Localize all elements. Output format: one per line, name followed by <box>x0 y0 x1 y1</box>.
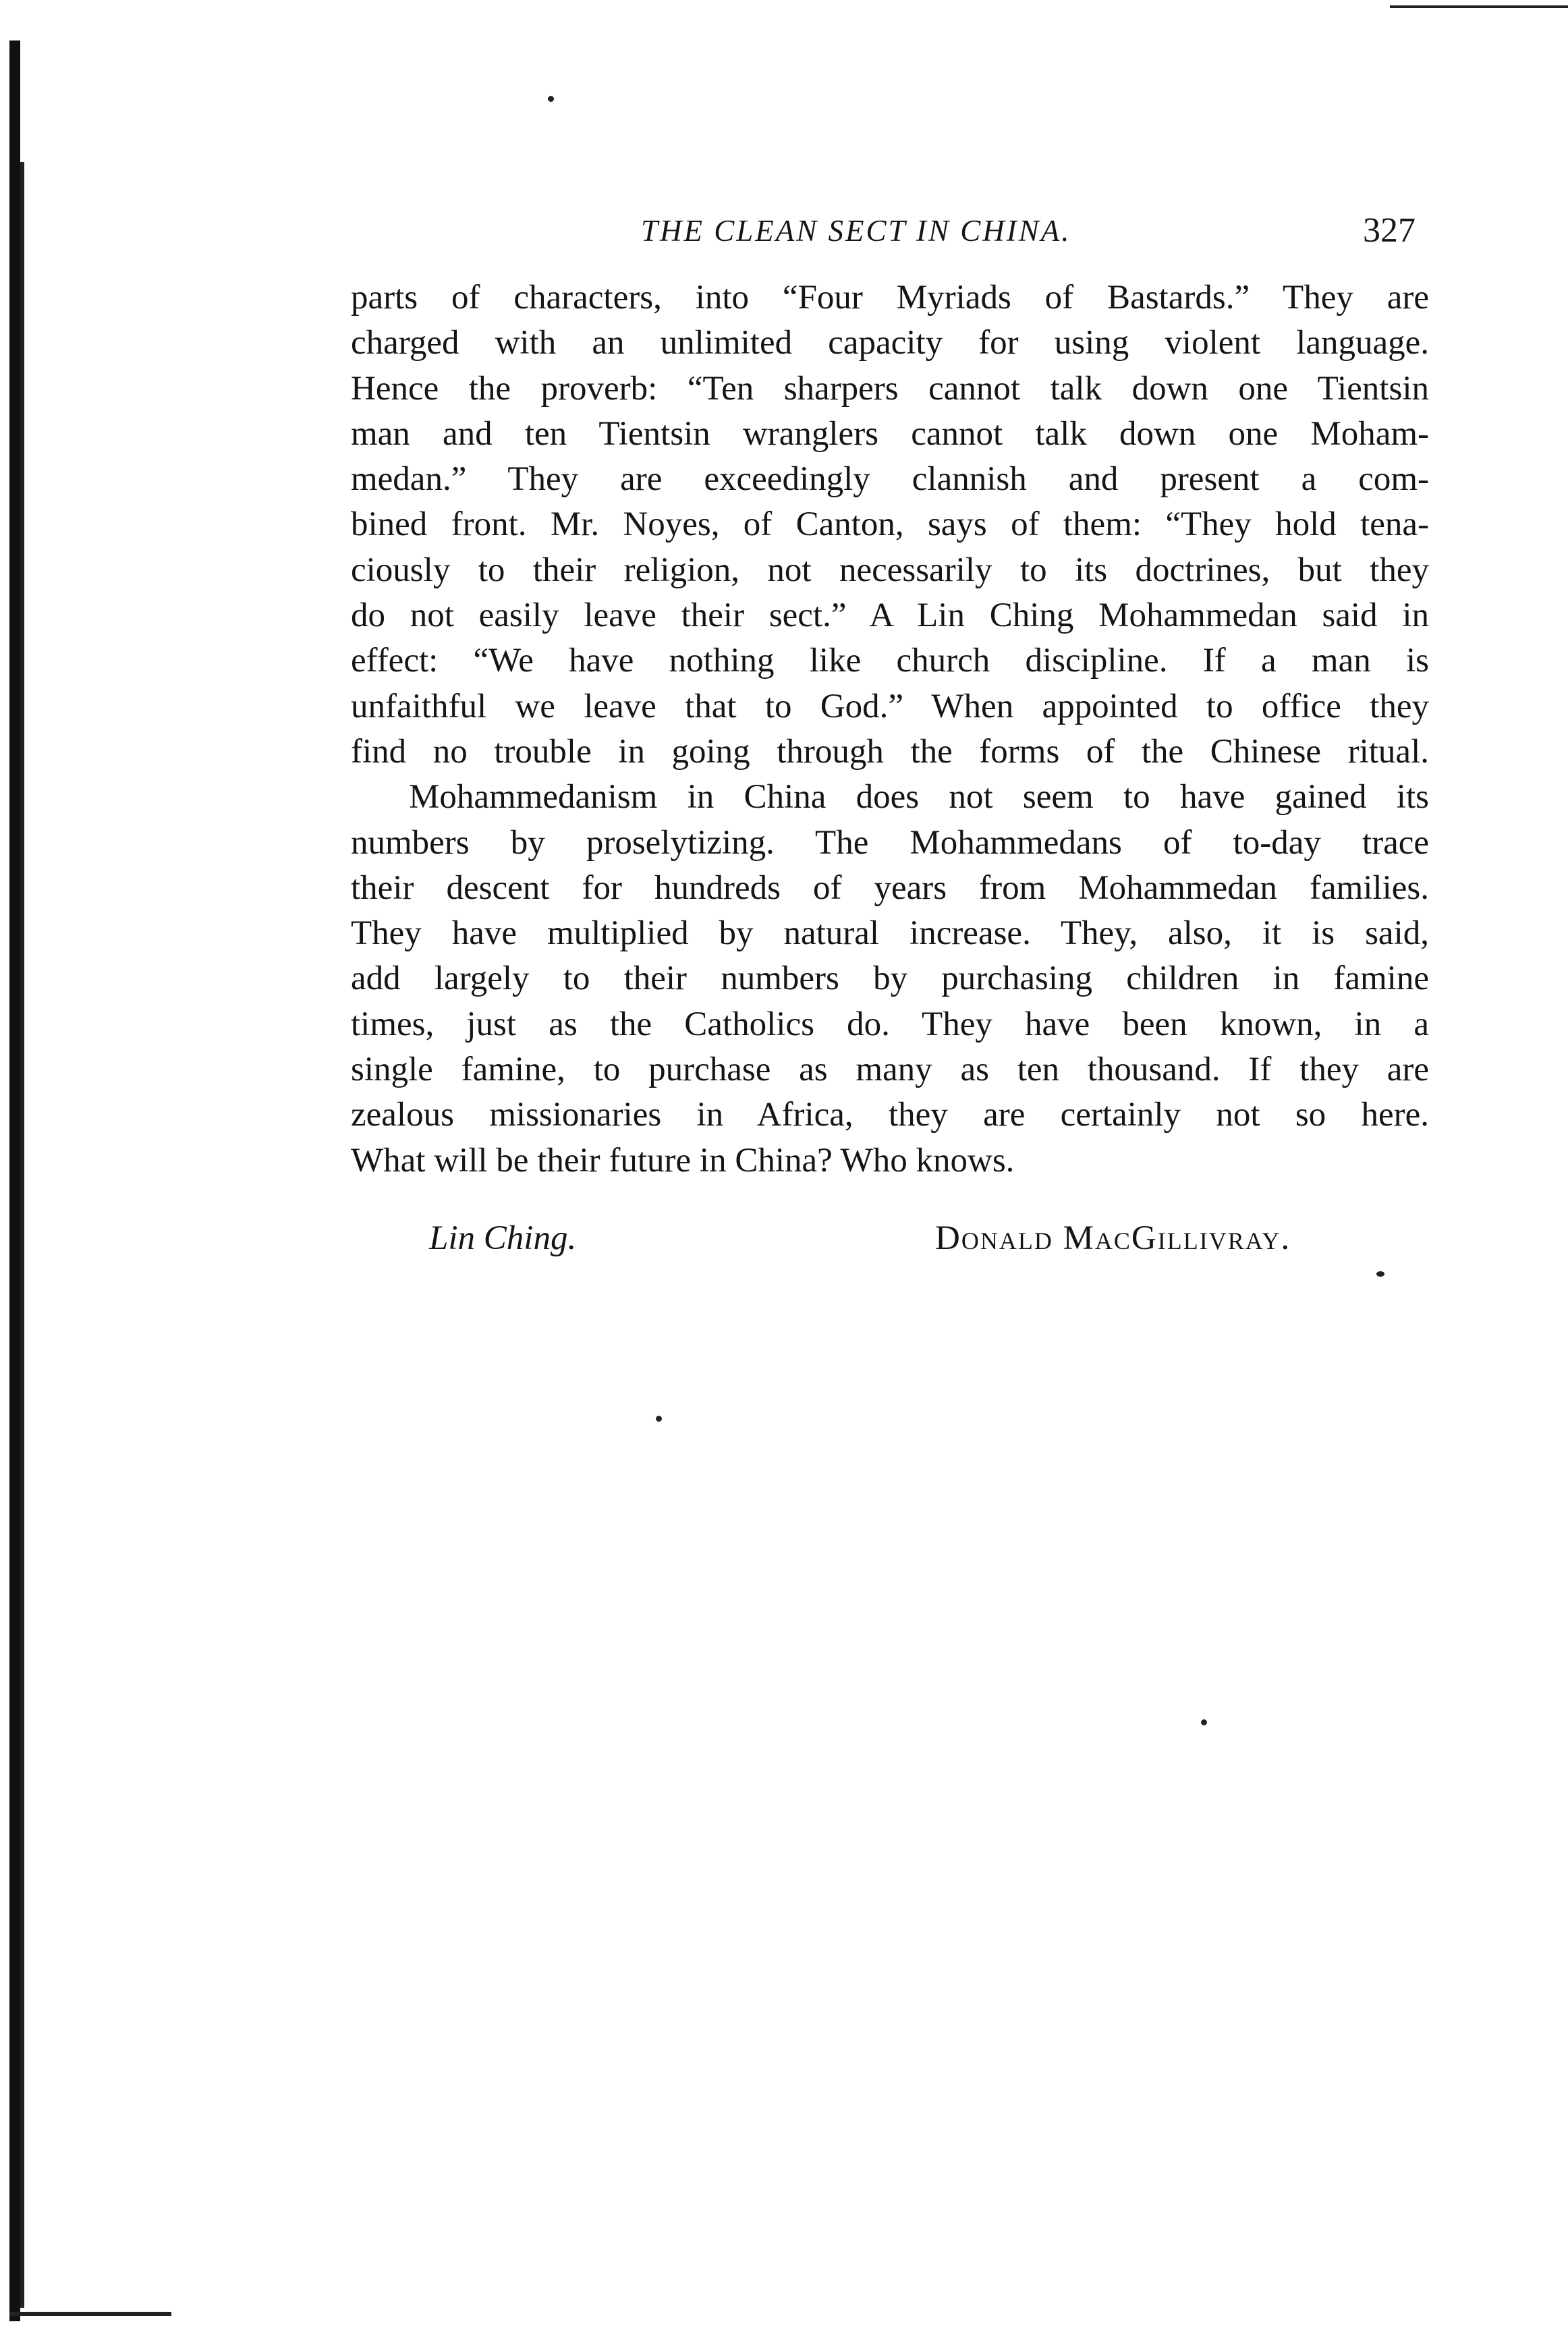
signature-block <box>351 1219 1429 1266</box>
scan-speck <box>656 1416 662 1422</box>
scan-speck <box>1376 1271 1384 1277</box>
binding-edge-inner <box>20 162 24 2308</box>
text-line: They have multiplied by natural increase. They, also, it is said, <box>351 914 1429 953</box>
running-head: THE CLEAN SECT IN CHINA. <box>641 214 1071 248</box>
text-line: do not easily leave their sect.” A Lin Ching Mohammedan said in <box>351 597 1429 635</box>
page-header <box>351 213 1430 260</box>
text-line: numbers by proselytizing. The Mohammedans of to-day trace <box>351 823 1429 862</box>
text-line: effect: “We have nothing like church discipline. If a man is <box>351 642 1429 680</box>
paragraph <box>351 775 1429 1184</box>
text-line: parts of characters, into “Four Myriads of Bastards.” They are <box>351 279 1429 316</box>
body-text <box>351 275 1429 1184</box>
scan-speck <box>1201 1719 1207 1725</box>
text-line: zealous missionaries in Africa, they are certainly not so here. <box>351 1096 1429 1134</box>
text-line: unfaithful we leave that to God.” When appointed to office they <box>351 687 1429 725</box>
text-line: add largely to their numbers by purchasing children in famine <box>351 960 1429 998</box>
paragraph <box>351 275 1429 775</box>
text-line: What will be their future in China? Who knows. <box>351 1141 1015 1180</box>
text-line: find no trouble in going through the forms of the Chinese ritual. <box>351 732 1429 771</box>
signature-place: Lin Ching. <box>429 1219 577 1257</box>
scan-speck <box>548 96 554 102</box>
text-line: Hence the proverb: “Ten sharpers cannot talk down one Tientsin <box>351 369 1429 408</box>
text-line: charged with an unlimited capacity for using violent language. <box>351 324 1429 362</box>
text-line: their descent for hundreds of years from Mohammedan families. <box>351 868 1429 907</box>
text-line: times, just as the Catholics do. They have been known, in a <box>351 1005 1429 1043</box>
binding-foot-rule <box>9 2312 171 2316</box>
text-line: medan.” They are exceedingly clannish and present a com- <box>351 460 1429 499</box>
signature-author: Donald MacGillivray. <box>935 1219 1291 1257</box>
text-line: single famine, to purchase as many as ten thousand. If they are <box>351 1051 1429 1089</box>
binding-edge <box>9 40 20 2321</box>
text-line: man and ten Tientsin wranglers cannot talk down one Moham- <box>351 414 1429 453</box>
top-edge-rule <box>1390 5 1568 8</box>
text-line: bined front. Mr. Noyes, of Canton, says of them: “They hold tena- <box>351 505 1429 544</box>
text-line: Mohammedanism in China does not seem to have gained its <box>409 778 1429 816</box>
text-line: ciously to their religion, not necessarily to its doctrines, but they <box>351 551 1429 589</box>
page-number: 327 <box>1363 211 1416 250</box>
